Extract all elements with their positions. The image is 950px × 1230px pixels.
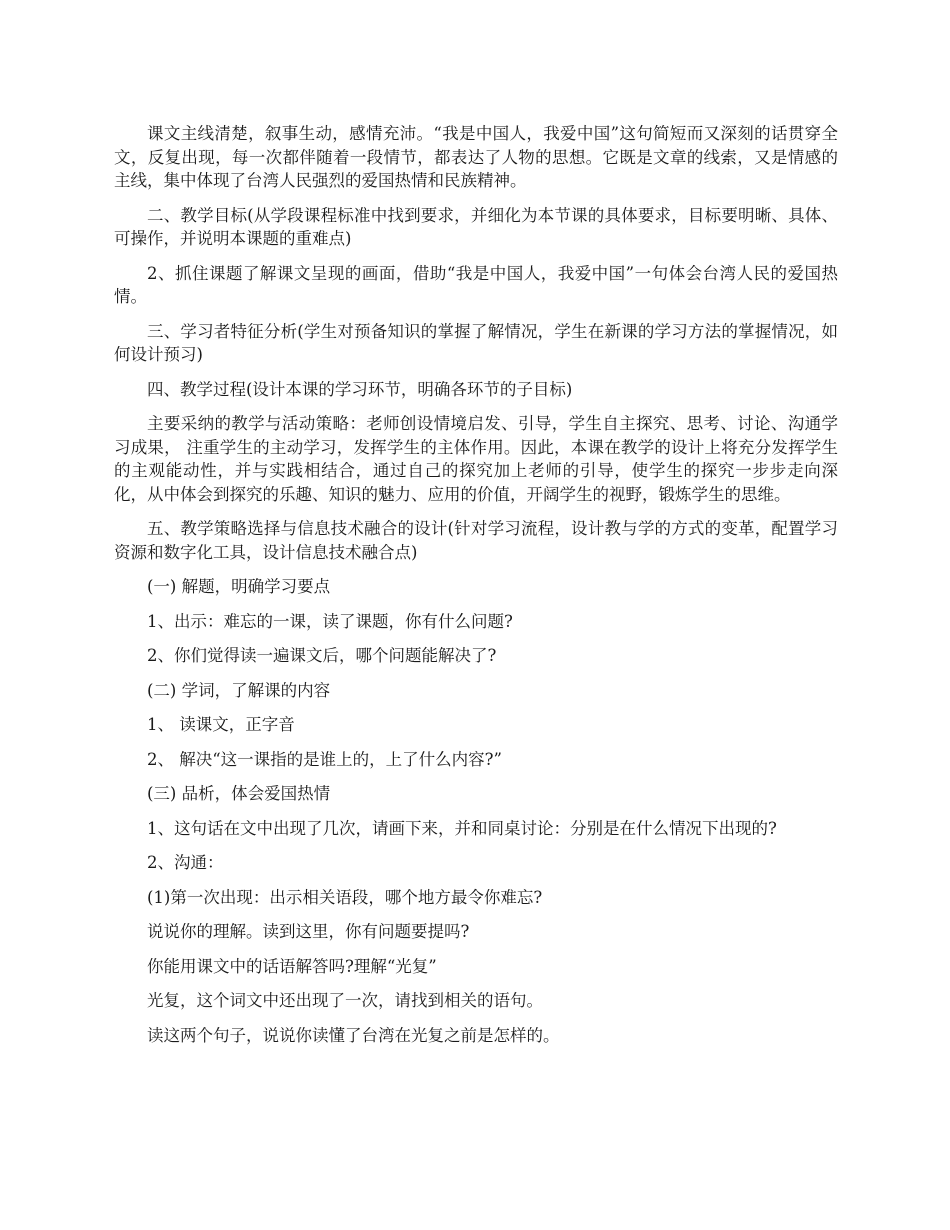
list-item: 说说你的理解。读到这里，你有问题要提吗? xyxy=(147,922,470,941)
section-heading-2: (二) 学词，了解课的内容 xyxy=(147,680,331,700)
paragraph-teaching-process: 四、教学过程(设计本课的学习环节，明确各环节的子目标) xyxy=(147,379,573,399)
list-item: 1、这句话在文中出现了几次，请画下来，并和同桌讨论：分别是在什么情况下出现的? xyxy=(147,818,777,838)
document-body xyxy=(114,122,838,1058)
list-item: 2、你们觉得读一遍课文后，哪个问题能解决了? xyxy=(147,646,497,665)
list-item: 1、 读课文，正字音 xyxy=(147,715,295,734)
list-item: 光复，这个词文中还出现了一次，请找到相关的语句。 xyxy=(147,991,543,1010)
list-item: 你能用课文中的话语解答吗?理解“光复” xyxy=(147,956,437,976)
list-item: 读这两个句子，说说你读懂了台湾在光复之前是怎样的。 xyxy=(147,1025,560,1045)
list-item: 2、沟通： xyxy=(147,853,224,872)
section-heading-1: (一) 解题，明确学习要点 xyxy=(147,577,331,596)
paragraph-intro: 课文主线清楚，叙事生动，感情充沛。“我是中国人，我爱中国”这句简短而又深刻的话贯穿全文，反复出现，每一次都伴随着一段情节，都表达了人物的思想。它既是文章的线索，又是情感的主线，集中体现了台湾人民强烈的爱国热情和民族精神。 xyxy=(114,124,838,190)
list-item: (1)第一次出现：出示相关语段，哪个地方最令你难忘? xyxy=(147,887,543,907)
paragraph-goal-2: 2、抓住课题了解课文呈现的画面，借助“我是中国人，我爱中国”一句体会台湾人民的爱国热情。 xyxy=(114,263,838,306)
paragraph-teaching-goals: 二、教学目标(从学段课程标准中找到要求，并细化为本节课的具体要求，目标要明晰、具体、可操作，并说明本课题的重难点) xyxy=(114,205,838,248)
list-item: 2、 解决“这一课指的是谁上的，上了什么内容?” xyxy=(147,749,502,769)
paragraph-strategies: 主要采纳的教学与活动策略：老师创设情境启发、引导，学生自主探究、思考、讨论、沟通学习成果， 注重学生的主动学习，发挥学生的主体作用。因此，本课在教学的设计上将充分发挥学生的主观能动性，并与实践相结合，通过自己的探究加上老师的引导，使学生的探究一步步走向深化，从中体会到探究的乐趣、知识的魅力、应用的价值，开阔学生的视野，锻炼学生的思维。 xyxy=(114,414,838,504)
paragraph-learner-analysis: 三、学习者特征分析(学生对预备知识的掌握了解情况，学生在新课的学习方法的掌握情况，如何设计预习) xyxy=(114,321,838,364)
list-item: 1、出示：难忘的一课，读了课题，你有什么问题? xyxy=(147,611,513,631)
section-heading-3: (三) 品析，体会爱国热情 xyxy=(147,784,331,803)
paragraph-tech-integration: 五、教学策略选择与信息技术融合的设计(针对学习流程，设计教与学的方式的变革，配置学习资源和数字化工具，设计信息技术融合点) xyxy=(114,519,838,562)
